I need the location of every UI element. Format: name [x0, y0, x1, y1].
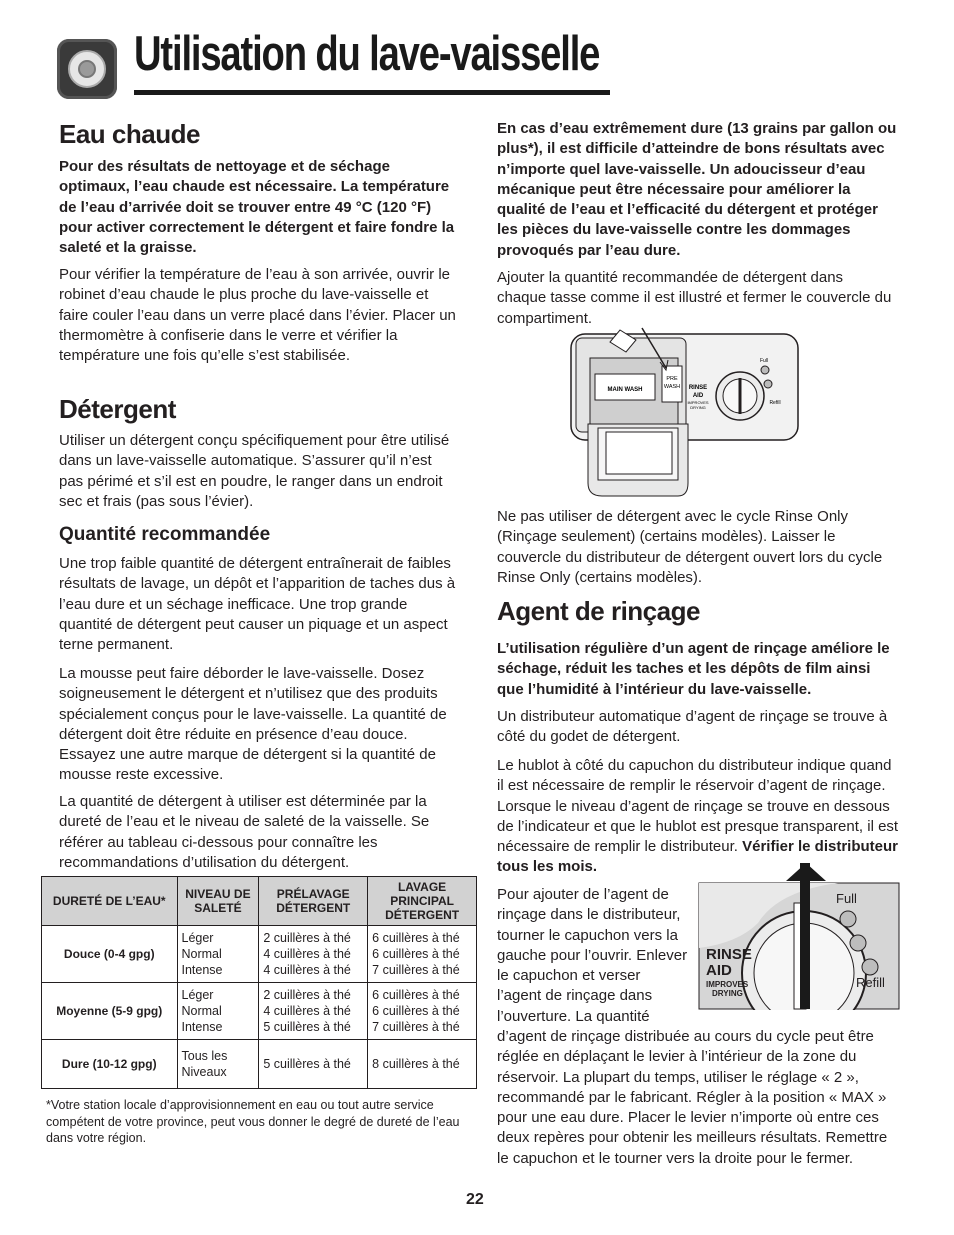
soil-cell: Tous les Niveaux	[177, 1040, 259, 1089]
prewash-cell: 2 cuillères à thé 4 cuillères à thé 4 cuillères à thé	[259, 926, 368, 983]
detergent-p1: Une trop faible quantité de détergent entraînerait de faibles résultats de lavage, un dépôt et l’apparition de taches dus à l’eau dure et un séchage inefficace. Une trop grande quantité de détergent peut causer un piquage et un aspect terne permanent.	[59, 555, 456, 654]
col-header-main-wash: LAVAGE PRINCIPAL DÉTERGENT	[368, 877, 477, 926]
main-wash-label: MAIN WASH	[607, 387, 643, 393]
recommended-quantity-heading: Quantité recommandée	[59, 524, 271, 545]
rinse-aid-p2: Le hublot à côté du capuchon du distributeur indique quand il est nécessaire de remplir le réservoir d’agent de rinçage. Lorsque le niveau d’agent de rinçage se trouve en dessous de l’indicateur et que le hublot est presque transparent, il est nécessaire de remplir le distributeur. Vérifier le distributeur tous les mois.	[497, 757, 899, 876]
hard-water-warning: En cas d’eau extrêmement dure (13 grains par gallon ou plus*), il est difficile d’atteindre de bons résultats avec n’importe quel lave-vaisselle. Un adoucisseur d’eau mécanique peut être nécessaire pour améliorer la qualité de l’eau et l’efficacité du détergent et protéger les pièces du lave-vaisselle contre les dommages provoqués par l’eau dure.	[497, 120, 897, 259]
page-number: 22	[466, 1191, 484, 1208]
hot-water-heading: Eau chaude	[59, 119, 200, 149]
col-header-hardness: DURETÉ DE L’EAU*	[42, 877, 178, 926]
rinse-aid-heading: Agent de rinçage	[497, 596, 700, 626]
rinse-aid-intro: L’utilisation régulière d’un agent de rinçage améliore le séchage, réduit les taches et les dépôts de film ainsi que l’humidité à l’intérieur du lave-vaisselle.	[497, 640, 890, 698]
hot-water-body: Pour vérifier la température de l’eau à son arrivée, ouvrir le robinet d’eau chaude le plus proche du lave-vaisselle et faire couler l’eau dans un verre placé dans l’évier. Placer un thermomètre à confiserie dans le verre et vérifier la température une fois qu’elle s’est stabilisée.	[59, 266, 456, 365]
rinse-aid-figure	[698, 863, 900, 1010]
soil-cell: Léger Normal Intense	[177, 926, 259, 983]
soil-cell: Léger Normal Intense	[177, 983, 259, 1040]
title-rule	[134, 90, 610, 95]
prewash-cell: 2 cuillères à thé 4 cuillères à thé 5 cuillères à thé	[259, 983, 368, 1040]
detergent-p2: La mousse peut faire déborder le lave-vaisselle. Dosez soigneusement le détergent et n’utilisez que des produits spécialement conçus pour le lave-vaisselle. La quantité de détergent doit être réduite en présence d’eau douce. Essayez une autre marque de détergent si la quantité de mousse reste excessive.	[59, 665, 447, 784]
detergent-body: Utiliser un détergent conçu spécifiquement pour être utilisé dans un lave-vaisselle automatique. S’assurer qu’il n’est pas périmé et s’il est en poudre, le ranger dans un endroit sec et frais (pas sous l’évier).	[59, 432, 450, 510]
improves-label: IMPROVES	[687, 400, 709, 405]
main-wash-cell: 6 cuillères à thé 6 cuillères à thé 7 cuillères à thé	[368, 983, 477, 1040]
table-header-row	[42, 877, 477, 926]
dial-knob	[78, 60, 96, 78]
rinse-aid-fig-rinse: RINSE	[706, 946, 752, 963]
pre-wash-label-2: WASH	[663, 384, 681, 390]
page-title: Utilisation du lave-vaisselle	[134, 27, 600, 81]
main-wash-cell: 8 cuillères à thé	[368, 1040, 477, 1089]
rinse-only-text: Ne pas utiliser de détergent avec le cycle Rinse Only (Rinçage seulement) (certains modèles). Laisser le couvercle du distributeur de détergent ouvert lors du cycle Rinse Only (certains modèles).	[497, 508, 883, 586]
detergent-p3: La quantité de détergent à utiliser est déterminée par la dureté de l’eau et le niveau de saleté de la vaisselle. Se référer au tableau ci-dessous pour connaître les recommandations d’utilisation du détergent.	[59, 793, 430, 871]
table-row	[42, 983, 477, 1040]
rinse-aid-p1: Un distributeur automatique d’agent de rinçage se trouve à côté du godet de détergent.	[497, 708, 888, 746]
rinse-aid-fig-aid: AID	[706, 962, 732, 979]
prewash-cell: 5 cuillères à thé	[259, 1040, 368, 1089]
hardness-cell: Douce (0-4 gpg)	[42, 926, 178, 983]
hardness-cell: Moyenne (5-9 gpg)	[42, 983, 178, 1040]
drying-label: DRYING	[690, 405, 706, 410]
add-detergent-text: Ajouter la quantité recommandée de détergent dans chaque tasse comme il est illustré et fermer le couvercle du compartiment.	[497, 269, 892, 327]
rinse-aid-p3-wrapped: Pour ajouter de l’agent de rinçage dans le distributeur, tourner le capuchon vers la gauche pour l’ouvrir. Enlever le capuchon et verser l’agent de rinçage dans l’ouverture. La quantité	[497, 886, 688, 1025]
rinse-aid-p3-rest: d’agent de rinçage distribuée au cours du cycle peut être réglée en déplaçant le levier à l’intérieur de la zone du réservoir. La plupart du temps, utiliser le réglage « 2 », recommandé par le fabricant. Régler à la position « MAX » pour une eau dure. Placer le levier n’importe où entre ces deux repères pour obtenir les meilleurs résultats. Remettre le capuchon et le tourner vers la droite pour le fermer.	[497, 1028, 888, 1167]
detergent-table	[41, 876, 477, 1089]
rinse-aid-fig-improves: IMPROVES	[706, 980, 749, 989]
refill-label: Refill	[769, 400, 781, 406]
rinse-aid-fig-full: Full	[836, 891, 857, 906]
hardness-cell: Dure (10-12 gpg)	[42, 1040, 178, 1089]
table-row	[42, 1040, 477, 1089]
full-label: Full	[759, 358, 769, 364]
hot-water-intro: Pour des résultats de nettoyage et de séchage optimaux, l’eau chaude est nécessaire. La température de l’eau d’arrivée doit se trouver entre 49 °C (120 °F) pour activer correctement le détergent et faire fondre la saleté et la graisse.	[59, 158, 455, 257]
col-header-soil: NIVEAU DE SALETÉ	[177, 877, 259, 926]
rinse-aid-fig-drying: DRYING	[712, 989, 743, 998]
table-row	[42, 926, 477, 983]
rinse-aid-fig-refill: Refill	[856, 975, 885, 990]
pre-wash-label-1: PRE	[666, 376, 678, 382]
detergent-heading: Détergent	[59, 394, 176, 424]
main-wash-cell: 6 cuillères à thé 6 cuillères à thé 7 cuillères à thé	[368, 926, 477, 983]
detergent-dispenser-figure	[570, 318, 800, 500]
dishwasher-dial-icon	[57, 39, 117, 99]
table-footnote: *Votre station locale d’approvisionnement en eau ou tout autre service compétent de votre province, peut vous donner le degré de dureté de l’eau dans votre région.	[46, 1098, 460, 1145]
dial-face	[68, 50, 106, 88]
col-header-prewash: PRÉLAVAGE DÉTERGENT	[259, 877, 368, 926]
rinse-label: RINSE	[688, 385, 708, 391]
aid-label: AID	[692, 393, 704, 399]
